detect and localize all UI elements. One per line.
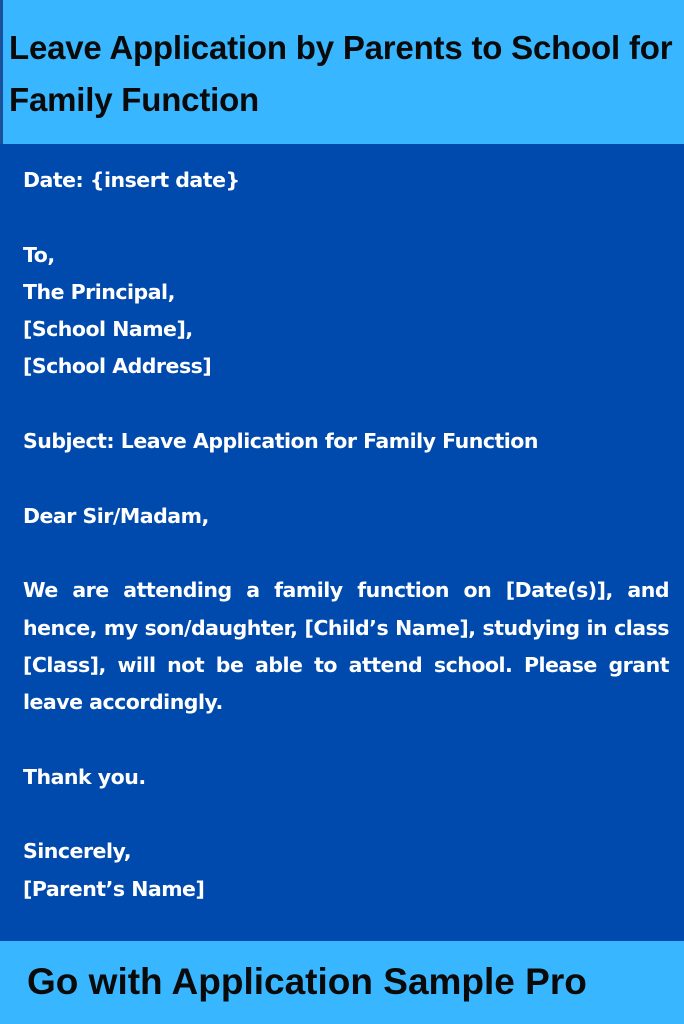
spacer: [23, 721, 669, 758]
letter-body: [23, 162, 669, 908]
letter-paragraph: We are attending a family function on [Date(s)], and hence, my son/daughter, [Child’s Name], studying in class [Class], will not be able to attend school. Please grant leave accordingly.: [23, 578, 669, 715]
letter-school-address: [School Address]: [23, 354, 212, 379]
footer-banner: [0, 941, 684, 1024]
spacer: [23, 796, 669, 833]
letter-date: Date: {insert date}: [23, 168, 240, 192]
letter-recipient: The Principal,: [23, 279, 175, 304]
header-banner: [0, 0, 684, 144]
letter-closing: Sincerely,: [23, 839, 132, 864]
page-title: Leave Application by Parents to School for Family Function: [9, 29, 673, 118]
letter-subject: Subject: Leave Application for Family Function: [23, 429, 538, 454]
letter-signature: [Parent’s Name]: [23, 876, 205, 901]
letter-thanks: Thank you.: [23, 764, 146, 789]
letter-panel: [0, 144, 684, 941]
spacer: [23, 199, 669, 236]
spacer: [23, 535, 669, 572]
spacer: [23, 386, 669, 423]
letter-to: To,: [23, 242, 55, 267]
letter-salutation: Dear Sir/Madam,: [23, 503, 209, 528]
footer-tagline: Go with Application Sample Pro: [27, 961, 587, 1002]
spacer: [23, 460, 669, 497]
letter-school-name: [School Name],: [23, 317, 193, 342]
